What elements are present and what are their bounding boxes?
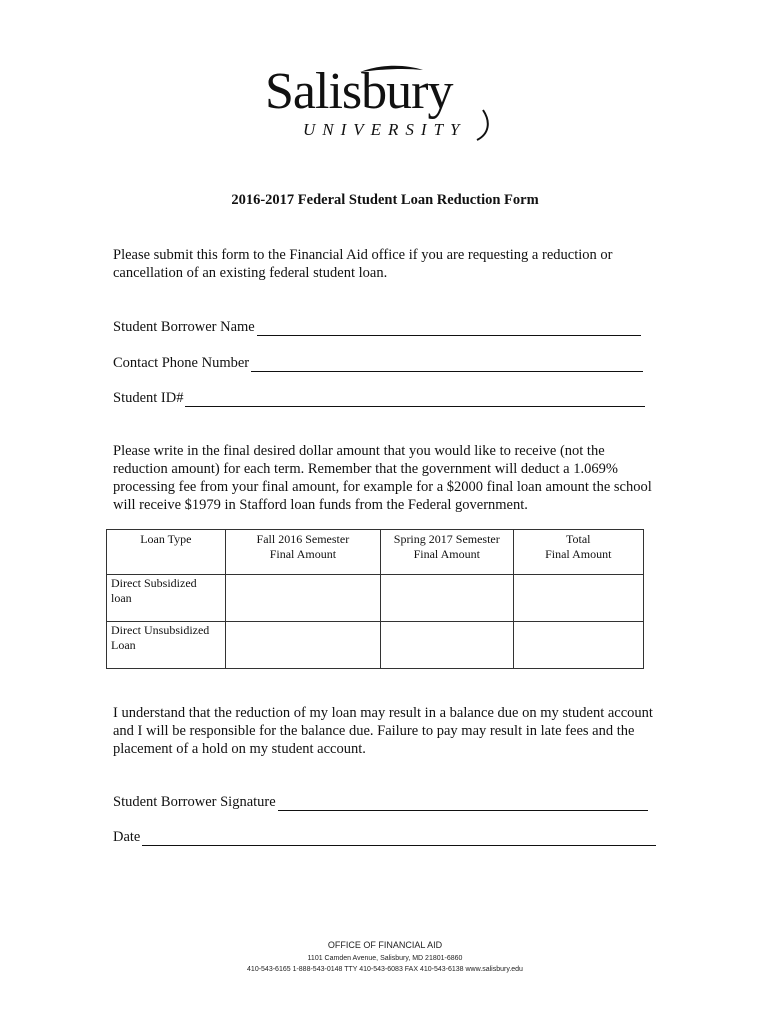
borrower-name-field[interactable]: [113, 316, 641, 336]
borrower-name-label: Student Borrower Name: [113, 319, 255, 335]
footer-office: OFFICE OF FINANCIAL AID: [327, 940, 443, 950]
phone-line[interactable]: [251, 357, 643, 372]
table-header-row: [107, 530, 644, 575]
row-loan-type: Direct Subsidized loan: [107, 575, 226, 622]
header-total: Total Final Amount: [513, 530, 643, 575]
signature-field[interactable]: [113, 791, 648, 811]
table-row: [107, 622, 644, 669]
unsubsidized-fall-cell[interactable]: [225, 622, 380, 669]
signature-label: Student Borrower Signature: [113, 794, 276, 810]
borrower-name-line[interactable]: [257, 321, 641, 336]
date-field[interactable]: [113, 826, 656, 846]
table-row: [107, 575, 644, 622]
agreement-text: I understand that the reduction of my loan may result in a balance due on my student account and I will be responsible for the balance due. Failure to pay may result in late fees and the placement of a hold on my student account.: [113, 705, 653, 757]
phone-label: Contact Phone Number: [113, 355, 250, 371]
subsidized-fall-cell[interactable]: [225, 575, 380, 622]
instructions-text: Please write in the final desired dollar amount that you would like to receive (not the reduction amount) for each term. Remember that the government will deduct a 1.069% processing fee from your final amount, for example for a $2000 final loan amount the school will receive $1979 in Stafford loan funds from the Federal government.: [113, 443, 652, 513]
logo-wordmark: Salisbury: [265, 63, 453, 120]
logo-subtitle: UNIVERSITY: [303, 120, 467, 139]
intro-text: Please submit this form to the Financial Aid office if you are requesting a reduction or cancellation of an existing federal student loan.: [113, 247, 613, 281]
header-spring: Spring 2017 Semester Final Amount: [381, 530, 513, 575]
phone-field[interactable]: [113, 352, 643, 372]
date-label: Date: [113, 829, 141, 845]
student-id-label: Student ID#: [113, 390, 184, 406]
subsidized-total-cell[interactable]: [513, 575, 643, 622]
student-id-field[interactable]: [113, 387, 645, 407]
date-line[interactable]: [142, 831, 656, 846]
form-title: 2016-2017 Federal Student Loan Reduction Form: [231, 192, 539, 208]
unsubsidized-spring-cell[interactable]: [381, 622, 513, 669]
header-loan-type: Loan Type: [107, 530, 226, 575]
header-fall: Fall 2016 Semester Final Amount: [225, 530, 380, 575]
footer-address: 1101 Camden Avenue, Salisbury, MD 21801-6860: [307, 955, 463, 962]
unsubsidized-total-cell[interactable]: [513, 622, 643, 669]
footer-contacts: 410-543-6165 1-888-543-0148 TTY 410-543-6083 FAX 410-543-6138 www.salisbury.edu: [247, 966, 523, 973]
student-id-line[interactable]: [185, 392, 645, 407]
university-logo: [265, 62, 505, 142]
subsidized-spring-cell[interactable]: [381, 575, 513, 622]
loan-amount-table: [106, 529, 644, 669]
row-loan-type: Direct Unsubsidized Loan: [107, 622, 226, 669]
signature-line[interactable]: [278, 796, 648, 811]
